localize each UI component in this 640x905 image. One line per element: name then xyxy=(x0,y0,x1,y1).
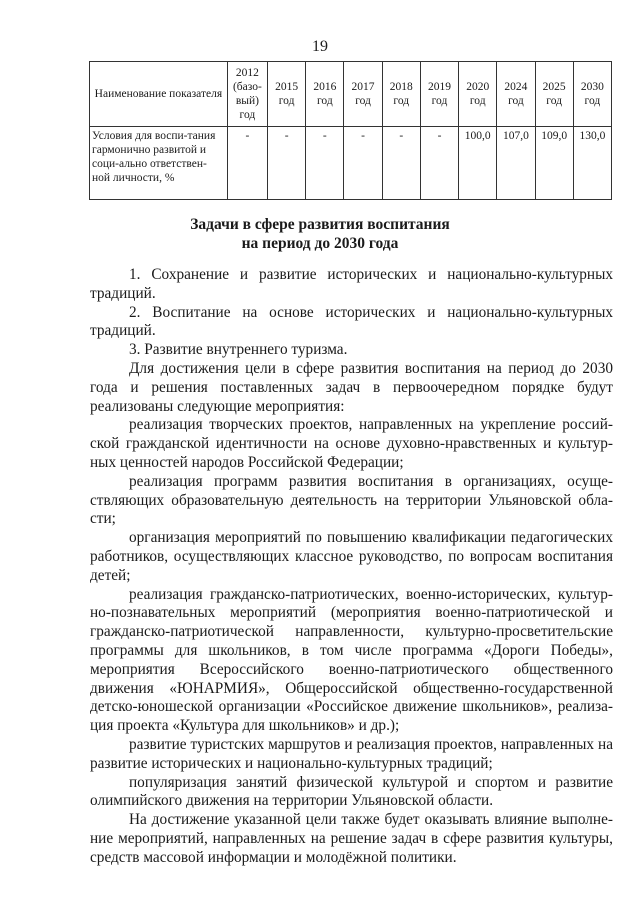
table-header-year: 2018 год xyxy=(382,62,420,127)
paragraph: 3. Развитие внутреннего туризма. xyxy=(129,341,348,359)
table-header-year: 2020 год xyxy=(459,62,497,127)
body-text xyxy=(90,266,613,868)
paragraph: 1. Сохранение и развитие исторических и национально-культурных традиций. xyxy=(90,266,613,302)
table-cell: 107,0 xyxy=(497,127,535,200)
paragraph: реализация программ развития воспитания в организациях, осуще-ствляющих образовательную деятельность на территории Ульяновской обла-сти; xyxy=(90,472,613,528)
section-heading xyxy=(0,215,640,253)
table-header-year: 2015 год xyxy=(268,62,306,127)
table-cell: - xyxy=(420,127,458,200)
table-row xyxy=(90,127,612,200)
section-heading-line: Задачи в сфере развития воспитания xyxy=(190,216,450,233)
table-header-year: 2030 год xyxy=(573,62,611,127)
section-heading-line: на период до 2030 года xyxy=(241,235,399,252)
page-number: 19 xyxy=(312,38,328,55)
paragraph: 2. Воспитание на основе исторических и национально-культурных традиций. xyxy=(90,303,613,340)
table-header-year: 2025 год xyxy=(535,62,573,127)
paragraph: популяризация занятий физической культурой и спортом и развитие олимпийского движения на территории Ульяновской области. xyxy=(90,773,613,810)
table-header-year: 2012 (базо-вый) год xyxy=(227,62,267,127)
table-header-year: 2019 год xyxy=(420,62,458,127)
table-row-label: Условия для воспи-тания гармонично развитой и соци-ально ответствен-ной личности, % xyxy=(90,127,228,200)
table-cell: - xyxy=(268,127,306,200)
paragraph: развитие туристских маршрутов и реализация проектов, направленных на развитие исторических и национально-культурных традиций; xyxy=(90,735,613,772)
table-header-year: 2017 год xyxy=(344,62,382,127)
paragraph: реализация творческих проектов, направленных на укрепление россий-ской гражданской идентичности на основе духовно-нравственных и культур-ных ценностей народов Российской Федерации; xyxy=(90,416,613,471)
paragraph: организация мероприятий по повышению квалификации педагогических работников, осуществляющих классное руководство, по вопросам воспитания детей; xyxy=(90,529,613,584)
table-header-year: 2024 год xyxy=(497,62,535,127)
table-header-name: Наименование показателя xyxy=(90,62,228,127)
paragraph: Для достижения цели в сфере развития воспитания на период до 2030 года и решения поставленных задач в первоочередном порядке будут реализованы следующие мероприятия: xyxy=(90,359,613,415)
table-cell: - xyxy=(227,127,267,200)
table-cell: - xyxy=(344,127,382,200)
table-cell: 100,0 xyxy=(459,127,497,200)
paragraph: реализация гражданско-патриотических, военно-исторических, культур-но-познавательных мероприятий (мероприятия военно-патриотической и гражданско-патриотической направленности, культурно-просветительские программы для школьников, в том числе программа «Дороги Победы», мероприятия Всероссийского военно-патриотического общественного движения «ЮНАРМИЯ», Общероссийской общественно-государственной детско-юношеской организации «Российское движение школьников», реализа-ция проекта «Культура для школьников» и др.); xyxy=(90,585,613,735)
table-cell: - xyxy=(382,127,420,200)
indicators-table xyxy=(89,61,612,200)
table-cell: - xyxy=(306,127,344,200)
table-header-year: 2016 год xyxy=(306,62,344,127)
paragraph: На достижение указанной цели также будет оказывать влияние выполне-ние мероприятий, направленных на решение задач в сфере развития культуры, средств массовой информации и молодёжной политики. xyxy=(90,811,613,866)
table-cell: 109,0 xyxy=(535,127,573,200)
table-header-row xyxy=(90,62,612,127)
table-cell: 130,0 xyxy=(573,127,611,200)
